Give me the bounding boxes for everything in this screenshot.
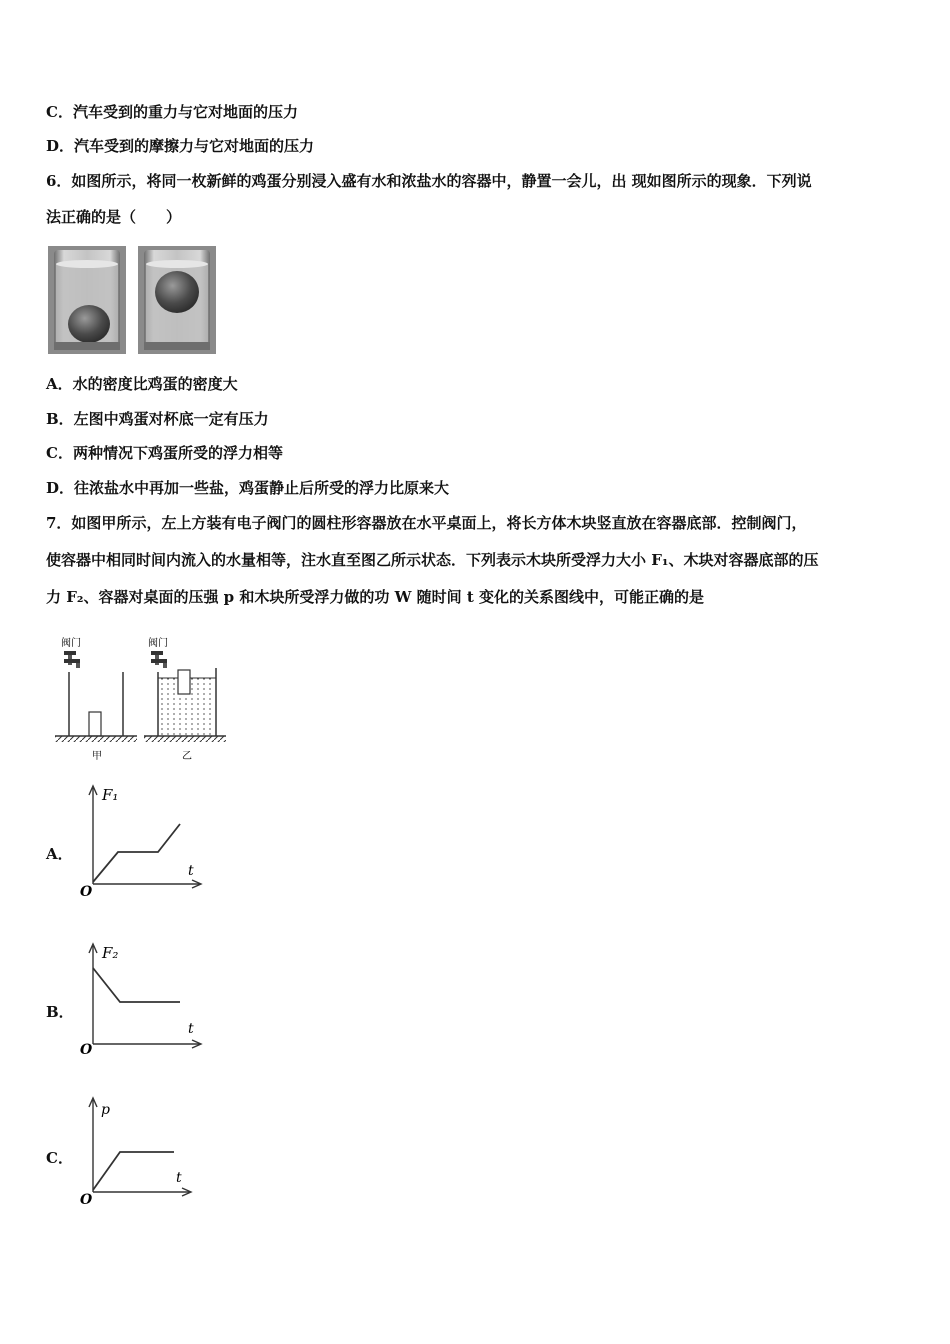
q6-option-d: D．往浓盐水中再加一些盐，鸡蛋静止后所受的浮力比原来大	[46, 479, 450, 497]
graph-a-origin: O	[80, 884, 93, 898]
valve-left-icon	[64, 651, 76, 655]
q5-option-d: D．汽车受到的摩擦力与它对地面的压力	[46, 137, 315, 155]
valve-label-left: 阀门	[61, 638, 81, 649]
valve-right-icon	[151, 651, 163, 655]
graph-b-origin: O	[80, 1042, 93, 1056]
graph-c-curve	[93, 1152, 174, 1190]
graph-b-ylabel: F₂	[102, 944, 119, 962]
valve-label-right: 阀门	[148, 638, 168, 649]
q6-stem-line2: 法正确的是（ ）	[46, 208, 182, 226]
q6-option-c: C．两种情况下鸡蛋所受的浮力相等	[46, 444, 283, 462]
figure-label-jia: 甲	[92, 751, 102, 762]
q7-graph-a	[78, 782, 208, 902]
q7-stem-line2: 使容器中相同时间内流入的水量相等，注水直至图乙所示状态．下列表示木块所受浮力大小 F₁、木块对容器底部的压	[46, 551, 819, 569]
graph-a-ylabel: F₁	[102, 786, 119, 804]
graph-c-ylabel: p	[101, 1102, 110, 1118]
wood-block-right	[178, 670, 190, 694]
q5-option-c: C．汽车受到的重力与它对地面的压力	[46, 103, 298, 121]
figure-label-yi: 乙	[182, 751, 192, 762]
q7-graph-c	[78, 1094, 198, 1210]
q7-option-b-label: B．	[46, 1003, 74, 1021]
q7-option-a-label: A．	[46, 845, 73, 863]
q7-stem-line1: 7．如图甲所示，左上方装有电子阀门的圆柱形容器放在水平桌面上，将长方体木块竖直放在容器底部．控制阀门，	[46, 514, 807, 532]
graph-b-curve	[93, 968, 180, 1002]
graph-a-curve	[93, 824, 180, 882]
q6-option-a: A．水的密度比鸡蛋的密度大	[46, 375, 238, 393]
graph-c-svg	[78, 1094, 198, 1206]
graph-b-svg	[78, 940, 208, 1056]
graph-a-svg	[78, 782, 208, 898]
q6-egg-beakers-photo	[46, 244, 218, 360]
q7-container-figures	[52, 632, 232, 768]
q7-stem-line3: 力 F₂、容器对桌面的压强 p 和木块所受浮力做的功 W 随时间 t 变化的关系图线中，可能正确的是	[46, 588, 705, 606]
graph-b-xlabel: t	[188, 1021, 194, 1037]
egg-beakers-image	[46, 244, 218, 356]
q7-option-c-label: C．	[46, 1149, 73, 1167]
q6-option-b: B．左图中鸡蛋对杯底一定有压力	[46, 410, 269, 428]
graph-c-origin: O	[80, 1192, 93, 1206]
graph-a-xlabel: t	[188, 863, 194, 879]
q6-stem-line1: 6．如图所示，将同一枚新鲜的鸡蛋分别浸入盛有水和浓盐水的容器中，静置一会儿，出 现如图所示的现象．下列说	[46, 172, 812, 190]
wood-block-left	[89, 712, 101, 736]
q7-graph-b	[78, 940, 208, 1060]
graph-c-xlabel: t	[176, 1170, 182, 1186]
container-diagram	[52, 632, 232, 764]
